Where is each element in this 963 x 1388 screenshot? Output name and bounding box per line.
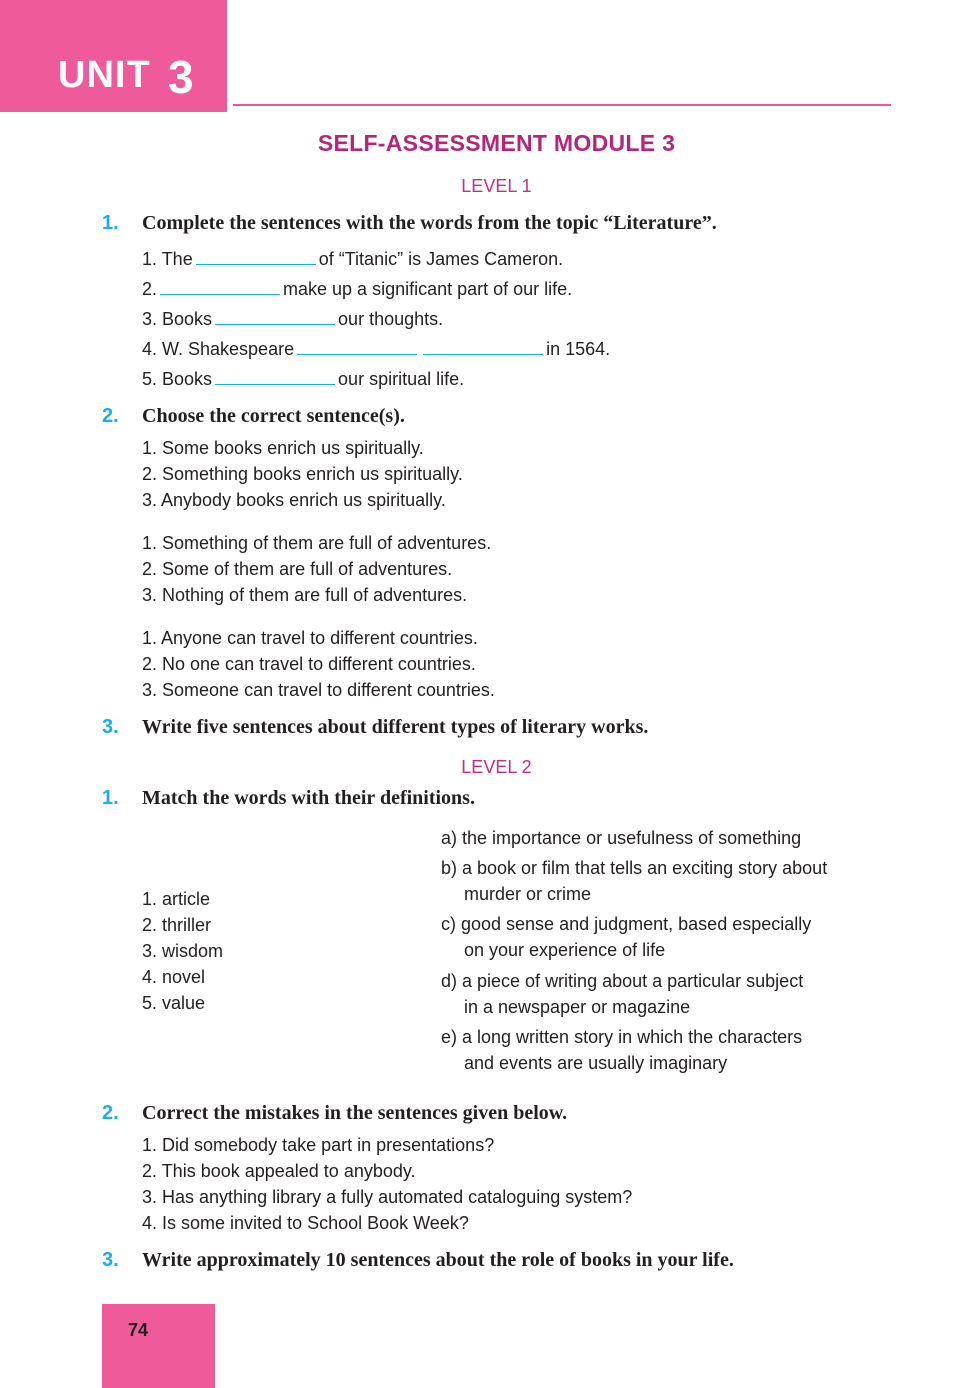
task-number: 2. — [102, 405, 119, 427]
unit-number: 3 — [168, 51, 194, 103]
fill-sentence-2: 2. make up a significant part of our life. — [142, 279, 573, 299]
page-number: 74 — [128, 1320, 149, 1340]
fill-sentence-3: 3. Books our thoughts. — [142, 309, 444, 329]
task-instruction: Choose the correct sentence(s). — [142, 405, 405, 427]
fill-sentence-5: 5. Books our spiritual life. — [142, 369, 465, 389]
task-instruction: Complete the sentences with the words from the topic “Literature”. — [142, 212, 717, 234]
match-word[interactable]: 4. novel — [142, 967, 206, 987]
answer-blank[interactable] — [297, 341, 417, 355]
match-word[interactable]: 2. thriller — [142, 915, 212, 935]
answer-blank[interactable] — [423, 341, 543, 355]
task-number: 2. — [102, 1102, 119, 1124]
task-instruction: Match the words with their definitions. — [142, 787, 475, 809]
level-1-heading: LEVEL 1 — [461, 176, 532, 196]
answer-blank[interactable] — [215, 311, 335, 325]
match-definition[interactable]: d) a piece of writing about a particular subject in a newspaper or magazine — [441, 971, 804, 1017]
match-word[interactable]: 5. value — [142, 993, 206, 1013]
choice-option[interactable]: 2. Some of them are full of adventures. — [142, 559, 453, 579]
match-definition[interactable]: a) the importance or usefulness of something — [441, 828, 802, 848]
answer-blank[interactable] — [196, 251, 316, 265]
match-word[interactable]: 1. article — [142, 889, 211, 909]
level-2-heading: LEVEL 2 — [461, 757, 532, 777]
page-number-box — [102, 1304, 215, 1388]
match-definition[interactable]: c) good sense and judgment, based especially on your experience of life — [441, 914, 812, 960]
task-number: 1. — [102, 212, 119, 234]
task-number: 1. — [102, 787, 119, 809]
task-instruction: Write five sentences about different types of literary works. — [142, 716, 649, 738]
task-instruction: Correct the mistakes in the sentences given below. — [142, 1102, 568, 1124]
fill-sentence-1: 1. The of “Titanic” is James Cameron. — [142, 249, 564, 269]
match-definition[interactable]: b) a book or film that tells an exciting story about murder or crime — [441, 858, 828, 904]
correction-sentence: 2. This book appealed to anybody. — [142, 1161, 416, 1181]
choice-option[interactable]: 3. Someone can travel to different countries. — [142, 680, 495, 700]
choice-option[interactable]: 1. Some books enrich us spiritually. — [142, 438, 424, 458]
unit-label: UNIT — [58, 54, 151, 96]
answer-blank[interactable] — [160, 281, 280, 295]
task-number: 3. — [102, 1249, 119, 1271]
module-title: SELF-ASSESSMENT MODULE 3 — [317, 130, 676, 156]
choice-option[interactable]: 3. Anybody books enrich us spiritually. — [142, 490, 446, 510]
answer-blank[interactable] — [215, 371, 335, 385]
match-definition[interactable]: e) a long written story in which the characters and events are usually imaginary — [441, 1027, 803, 1073]
choice-option[interactable]: 1. Something of them are full of adventures. — [142, 533, 492, 553]
choice-option[interactable]: 2. Something books enrich us spiritually. — [142, 464, 463, 484]
match-word[interactable]: 3. wisdom — [142, 941, 224, 961]
fill-sentence-4: 4. W. Shakespeare in 1564. — [142, 339, 611, 359]
task-number: 3. — [102, 716, 119, 738]
choice-option[interactable]: 3. Nothing of them are full of adventures. — [142, 585, 468, 605]
correction-sentence: 3. Has anything library a fully automated cataloguing system? — [142, 1187, 633, 1207]
correction-sentence: 1. Did somebody take part in presentations? — [142, 1135, 495, 1155]
correction-sentence: 4. Is some invited to School Book Week? — [142, 1213, 469, 1233]
header-divider — [233, 104, 891, 106]
choice-option[interactable]: 2. No one can travel to different countries. — [142, 654, 476, 674]
choice-option[interactable]: 1. Anyone can travel to different countries. — [142, 628, 478, 648]
task-instruction: Write approximately 10 sentences about the role of books in your life. — [142, 1249, 734, 1271]
